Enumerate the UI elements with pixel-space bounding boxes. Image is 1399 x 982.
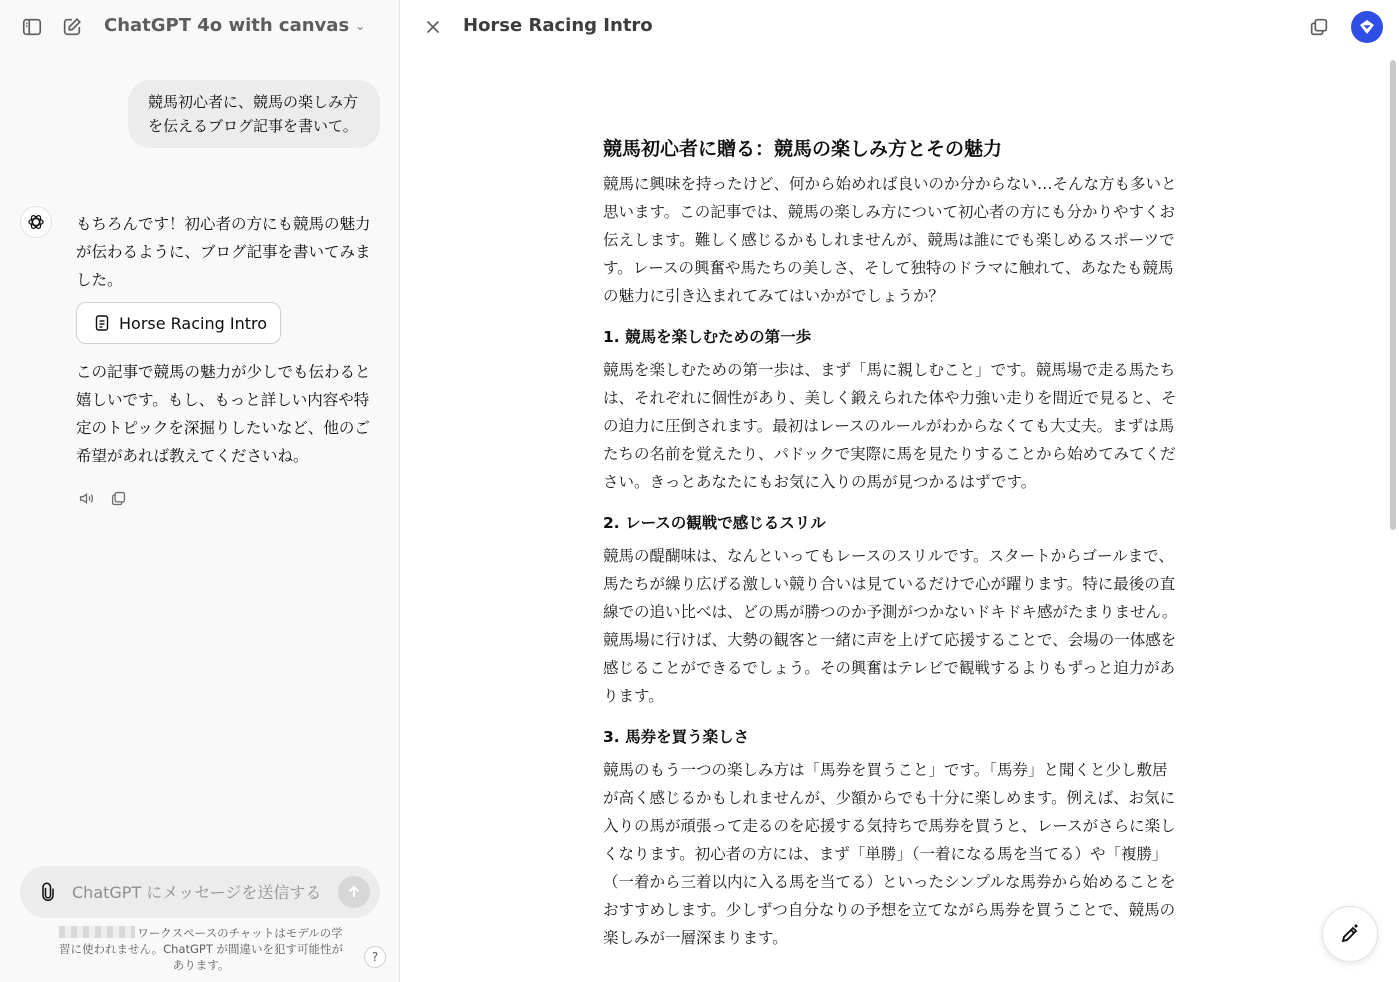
message-actions bbox=[76, 488, 128, 508]
chat-panel bbox=[0, 0, 400, 982]
close-icon[interactable] bbox=[419, 13, 447, 41]
section-body: 競馬の醍醐味は、なんといってもレースのスリルです。スタートからゴールまで、馬たちが繰り広げる激しい競り合いは見ているだけで心が躍ります。特に最後の直線での追い比べは、どの馬が勝つのか予測がつかないドキドキ感がたまりません。競馬場に行けば、大勢の観客と一緒に声を上げて応援することで、会場の一体感を感じることができるでしょう。その興奮はテレビで観戦するよりもずっと迫力があります。 bbox=[603, 547, 1178, 705]
message-input[interactable] bbox=[72, 878, 332, 906]
document-icon bbox=[95, 315, 109, 331]
assistant-message-outro: この記事で競馬の魅力が少しでも伝わると嬉しいです。もし、もっと詳しい内容や特定のトピックを深掘りしたいなど、他のご希望があれば教えてくださいね。 bbox=[76, 363, 371, 465]
disclaimer bbox=[56, 925, 346, 973]
scrollbar[interactable] bbox=[1390, 60, 1396, 530]
section-heading: 1. 競馬を楽しむための第一歩 bbox=[603, 328, 812, 346]
message-composer bbox=[20, 866, 380, 918]
copy-icon[interactable] bbox=[108, 488, 128, 508]
section-heading: 3. 馬券を買う楽しさ bbox=[603, 728, 750, 746]
article-heading: 競馬初心者に贈る：競馬の楽しみ方とその魅力 bbox=[603, 138, 1003, 160]
model-name: ChatGPT 4o with canvas bbox=[104, 15, 350, 36]
section-heading: 2. レースの観戦で感じるスリル bbox=[603, 514, 826, 532]
arrow-up-icon bbox=[346, 884, 362, 900]
canvas-document[interactable] bbox=[603, 134, 1181, 952]
user-avatar[interactable] bbox=[1351, 11, 1383, 43]
new-chat-icon[interactable] bbox=[58, 13, 86, 41]
sidebar-toggle-icon[interactable] bbox=[18, 13, 46, 41]
section-body: 競馬を楽しむための第一歩は、まず「馬に親しむこと」です。競馬場で走る馬たちは、それぞれに個性があり、美しく鍛えられた体や力強い走りを間近で見ると、その迫力に圧倒されます。最初はレースのルールがわからなくても大丈夫。まずは馬たちの名前を覚えたり、パドックで実際に馬を見たりすることから始めてみてください。きっとあなたにもお気に入りの馬が見つかるはずです。 bbox=[603, 361, 1177, 491]
article-intro: 競馬に興味を持ったけど、何から始めれば良いのか分からない…そんな方も多いと思います。この記事では、競馬の楽しみ方について初心者の方にも分かりやすくお伝えします。難しく感じるかもしれませんが、競馬は誰にでも楽しめるスポーツです。レースの興奮や馬たちの美しさ、そして独特のドラマに触れて、あなたも競馬の魅力に引き込まれてみてはいかがでしょうか？ bbox=[603, 175, 1177, 305]
help-button[interactable]: ? bbox=[364, 946, 386, 968]
model-selector[interactable] bbox=[104, 15, 365, 36]
canvas-panel bbox=[401, 0, 1399, 982]
canvas-document-card[interactable] bbox=[76, 302, 281, 344]
assistant-message-intro: もちろんです！初心者の方にも競馬の魅力が伝わるように、ブログ記事を書いてみました。 bbox=[76, 215, 371, 289]
canvas-title: Horse Racing Intro bbox=[463, 15, 653, 36]
pencil-sparkle-icon bbox=[1338, 922, 1362, 946]
canvas-card-label: Horse Racing Intro bbox=[119, 313, 268, 333]
send-button[interactable] bbox=[338, 876, 370, 908]
read-aloud-icon[interactable] bbox=[76, 488, 96, 508]
assistant-logo-icon bbox=[20, 206, 52, 238]
redacted-workspace-name bbox=[59, 926, 135, 938]
copy-document-icon[interactable] bbox=[1305, 13, 1333, 41]
edit-suggestions-button[interactable] bbox=[1322, 906, 1378, 962]
section-body: 競馬のもう一つの楽しみ方は「馬券を買うこと」です。「馬券」と聞くと少し敷居が高く感じるかもしれませんが、少額からでも十分に楽しめます。例えば、お気に入りの馬が頑張って走るのを応援する気持ちで馬券を買うと、レースがさらに楽しくなります。初心者の方には、まず「単勝」（一着になる馬を当てる）や「複勝」（一着から三着以内に入る馬を当てる）といったシンプルな馬券から始めることをおすすめします。少しずつ自分なりの予想を立てながら馬券を買うことで、競馬の楽しみが一層深まります。 bbox=[603, 761, 1176, 947]
chevron-down-icon: ⌄ bbox=[355, 18, 366, 33]
disclaimer-text: ワークスペースのチャットはモデルの学習に使われません。ChatGPT が間違いを犯す可能性があります。 bbox=[58, 926, 344, 972]
user-message: 競馬初心者に、競馬の楽しみ方を伝えるブログ記事を書いて。 bbox=[128, 80, 380, 148]
paperclip-icon[interactable] bbox=[36, 880, 60, 904]
